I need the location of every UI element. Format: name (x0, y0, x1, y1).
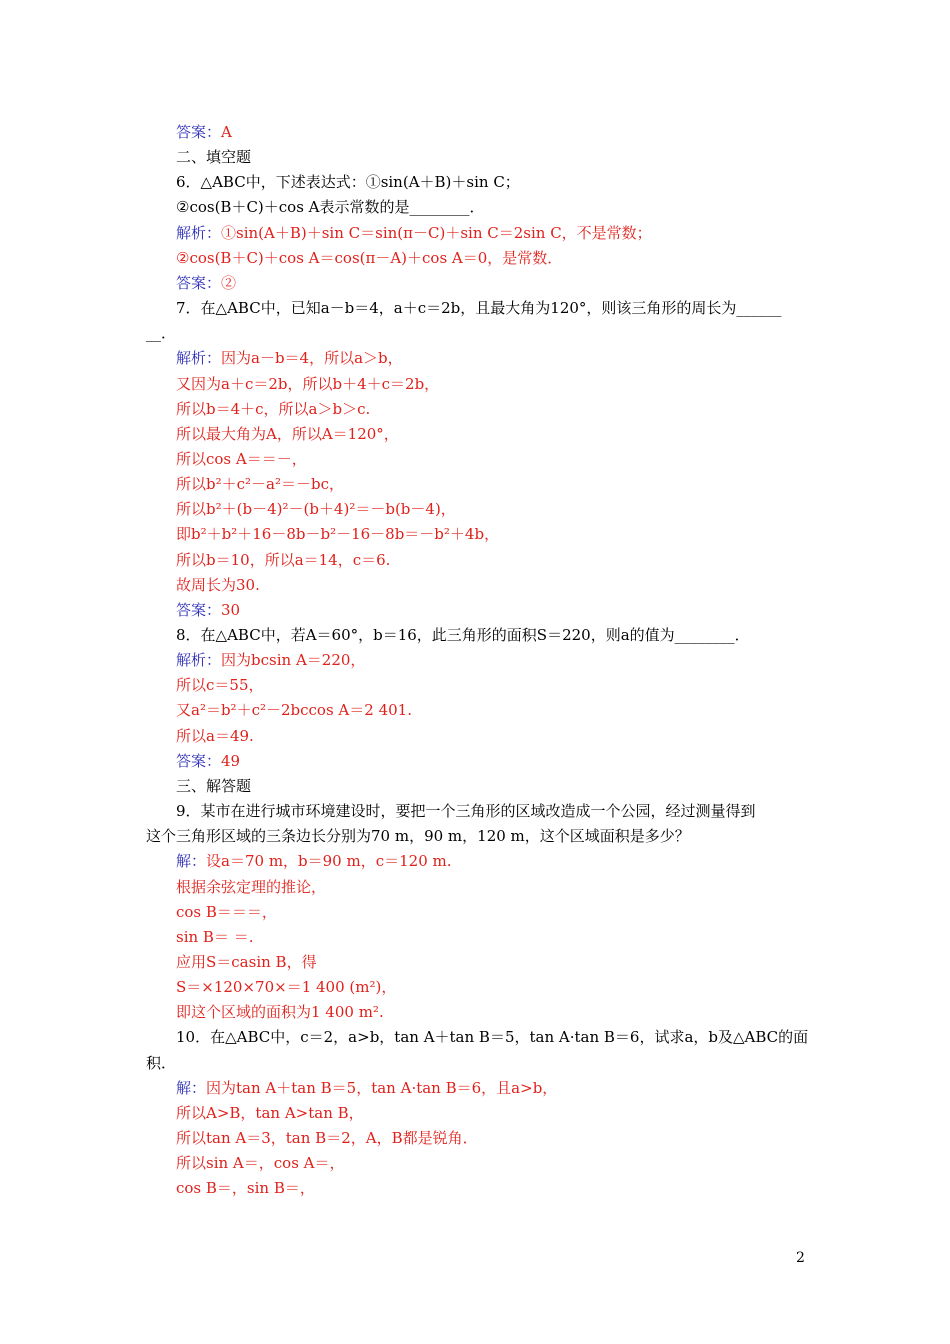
text-line (176, 1126, 816, 1151)
line-text: 又a²＝b²＋c²－2bccos A＝2 401. (176, 701, 412, 720)
text-line (176, 950, 816, 975)
text-line (176, 1151, 816, 1176)
text-line (176, 1000, 816, 1025)
line-text: 即b²＋b²＋16－8b－b²－16－8b＝－b²＋4b， (176, 525, 500, 544)
text-line (176, 372, 816, 397)
line-text: 三、解答题 (176, 776, 252, 795)
line-text: 所以b＝10，所以a＝14，c＝6. (176, 550, 391, 569)
line-label: 解析： (176, 223, 222, 242)
line-text: 因为a－b＝4，所以a＞b， (221, 349, 403, 368)
line-text: 所以cos A＝＝－， (176, 449, 307, 468)
line-text: 10．在△ABC中，c＝2，a>b，tan A＋tan B＝5，tan A·tan B＝6，试求a，b及△ABC的面 (176, 1028, 809, 1047)
line-text: 所以b²＋(b－4)²－(b＋4)²＝－b(b－4)， (176, 500, 456, 519)
line-text: A (221, 123, 232, 141)
line-label: 解析： (176, 651, 222, 670)
text-line (176, 296, 816, 321)
text-line (176, 925, 816, 950)
text-line (176, 724, 816, 749)
line-text: ② (221, 273, 237, 292)
line-text: 所以A>B，tan A>tan B， (176, 1103, 364, 1122)
line-text: ②cos(B＋C)＋cos A＝cos(π－A)＋cos A＝0，是常数． (176, 248, 563, 267)
line-label: 解： (176, 852, 207, 871)
line-text: S＝×120×70×＝1 400 (m²)， (176, 978, 397, 997)
text-line (176, 522, 816, 547)
text-line (176, 975, 816, 1000)
line-text: 所以c＝55， (176, 676, 264, 695)
line-label: 答案： (176, 273, 222, 292)
line-text: 根据余弦定理的推论， (176, 877, 327, 896)
line-text: 故周长为30. (176, 575, 260, 594)
line-text: 30 (221, 600, 241, 619)
text-line (176, 799, 816, 824)
line-text: ②cos(B＋C)＋cos A表示常数的是________． (176, 198, 485, 217)
text-line (176, 774, 816, 799)
line-text: 积． (146, 1053, 177, 1072)
text-line (176, 698, 816, 723)
line-label: 答案： (176, 600, 222, 619)
text-line (176, 573, 816, 598)
line-label: 解析： (176, 349, 222, 368)
line-text: 所以b＝4＋c，所以a＞b＞c. (176, 399, 371, 418)
text-line (176, 221, 816, 246)
line-text: 这个三角形区域的三条边长分别为70 m，90 m，120 m，这个区域面积是多少？ (146, 827, 690, 846)
text-line (176, 1101, 816, 1126)
text-line (176, 397, 816, 422)
line-label: 解： (176, 1078, 207, 1097)
text-line (176, 271, 816, 296)
text-line (176, 548, 816, 573)
line-label: 答案： (176, 751, 222, 770)
line-text: 所以最大角为A，所以A＝120°， (176, 424, 399, 443)
page-number: 2 (796, 1250, 805, 1266)
line-text: 设a＝70 m，b＝90 m，c＝120 m. (206, 852, 452, 871)
text-line (146, 824, 786, 849)
line-label: 答案： (176, 123, 222, 141)
line-text: 二、填空题 (176, 148, 252, 167)
line-text: 8．在△ABC中，若A＝60°，b＝16，此三角形的面积S＝220，则a的值为________． (176, 626, 750, 644)
line-text: 又因为a＋c＝2b，所以b＋4＋c＝2b， (176, 374, 440, 393)
line-text: 应用S＝casin B，得 (176, 952, 317, 971)
text-line (176, 472, 816, 497)
line-text: 因为bcsin A＝220， (221, 651, 366, 670)
line-text: 所以sin A＝，cos A＝， (176, 1154, 345, 1173)
text-line (176, 120, 816, 145)
line-text: 49 (221, 751, 241, 770)
line-text: sin B＝ ＝. (176, 927, 254, 946)
text-line (176, 900, 816, 925)
line-text: ①sin(A＋B)＋sin C＝sin(π－C)＋sin C＝2sin C，不是常数； (221, 223, 652, 242)
text-line (176, 849, 816, 874)
text-line (176, 623, 816, 648)
line-text: 即这个区域的面积为1 400 m². (176, 1003, 384, 1022)
line-text: 7．在△ABC中，已知a－b＝4，a＋c＝2b，且最大角为120°，则该三角形的周长为______ (176, 299, 782, 318)
text-line (176, 170, 816, 195)
line-text: __． (146, 324, 177, 343)
text-line (176, 648, 816, 673)
text-line (176, 497, 816, 522)
line-text: 9．某市在进行城市环境建设时，要把一个三角形的区域改造成一个公园，经过测量得到 (176, 802, 756, 821)
text-line (176, 195, 816, 220)
line-text: 因为tan A＋tan B＝5，tan A·tan B＝6，且a>b， (206, 1078, 558, 1097)
line-text: 所以tan A＝3，tan B＝2，A，B都是锐角． (176, 1129, 478, 1147)
text-line (176, 1176, 816, 1201)
text-line (146, 321, 786, 346)
text-line (176, 145, 816, 170)
line-text: cos B＝＝＝， (176, 902, 277, 921)
text-line (176, 875, 816, 900)
line-text: cos B＝，sin B＝， (176, 1179, 315, 1198)
text-line (176, 1025, 816, 1050)
text-line (176, 447, 816, 472)
text-line (176, 346, 816, 371)
text-line (176, 246, 816, 271)
text-line (176, 749, 816, 774)
text-line (176, 1076, 816, 1101)
text-line (146, 1051, 786, 1076)
text-line (176, 598, 816, 623)
text-line (176, 422, 816, 447)
line-text: 6．△ABC中，下述表达式：①sin(A＋B)＋sin C； (176, 173, 520, 192)
line-text: 所以a＝49. (176, 726, 254, 745)
text-line (176, 673, 816, 698)
line-text: 所以b²＋c²－a²＝－bc， (176, 475, 344, 494)
